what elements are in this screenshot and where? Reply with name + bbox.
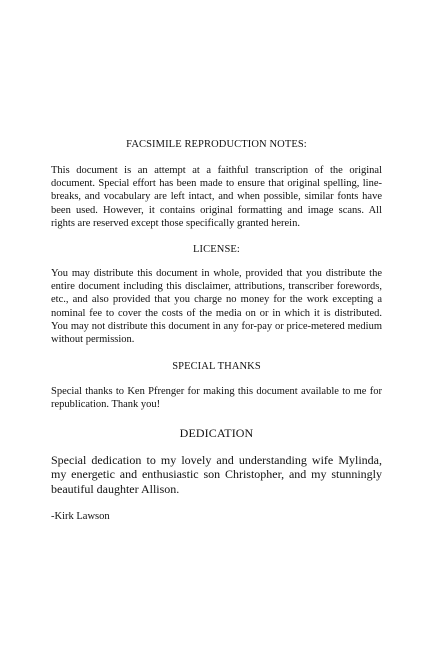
license-heading: LICENSE: bbox=[193, 244, 240, 256]
license-paragraph: You may distribute this document in whole, provided that you distribute the entire document including this disclaimer, attributions, transcriber forewords, etc., and also provided that you charge no money for the work excepting a nominal fee to cover the costs of the media on or in which it is distributed. You may not distribute this document in any for-pay or price-metered medium without permission. bbox=[51, 268, 382, 346]
special-thanks-heading: SPECIAL THANKS bbox=[172, 361, 261, 373]
dedication-paragraph: Special dedication to my lovely and understanding wife Mylinda, my energetic and enthusiastic son Christopher, and my stunningly beautiful daughter Allison. bbox=[51, 452, 382, 497]
special-thanks-paragraph: Special thanks to Ken Pfrenger for making this document available to me for republication. Thank you! bbox=[51, 386, 382, 411]
signature: -Kirk Lawson bbox=[51, 511, 110, 523]
document-content bbox=[51, 138, 382, 523]
dedication-heading: DEDICATION bbox=[179, 425, 254, 440]
facsimile-notes-paragraph: This document is an attempt at a faithful transcription of the original document. Special effort has been made to ensure that original spelling, line-breaks, and vocabulary are left intact, and when possible, similar fonts have been used. However, it contains original formatting and image scans. All rights are reserved except those specifically granted herein. bbox=[51, 165, 382, 229]
facsimile-notes-heading: FACSIMILE REPRODUCTION NOTES: bbox=[126, 139, 307, 150]
